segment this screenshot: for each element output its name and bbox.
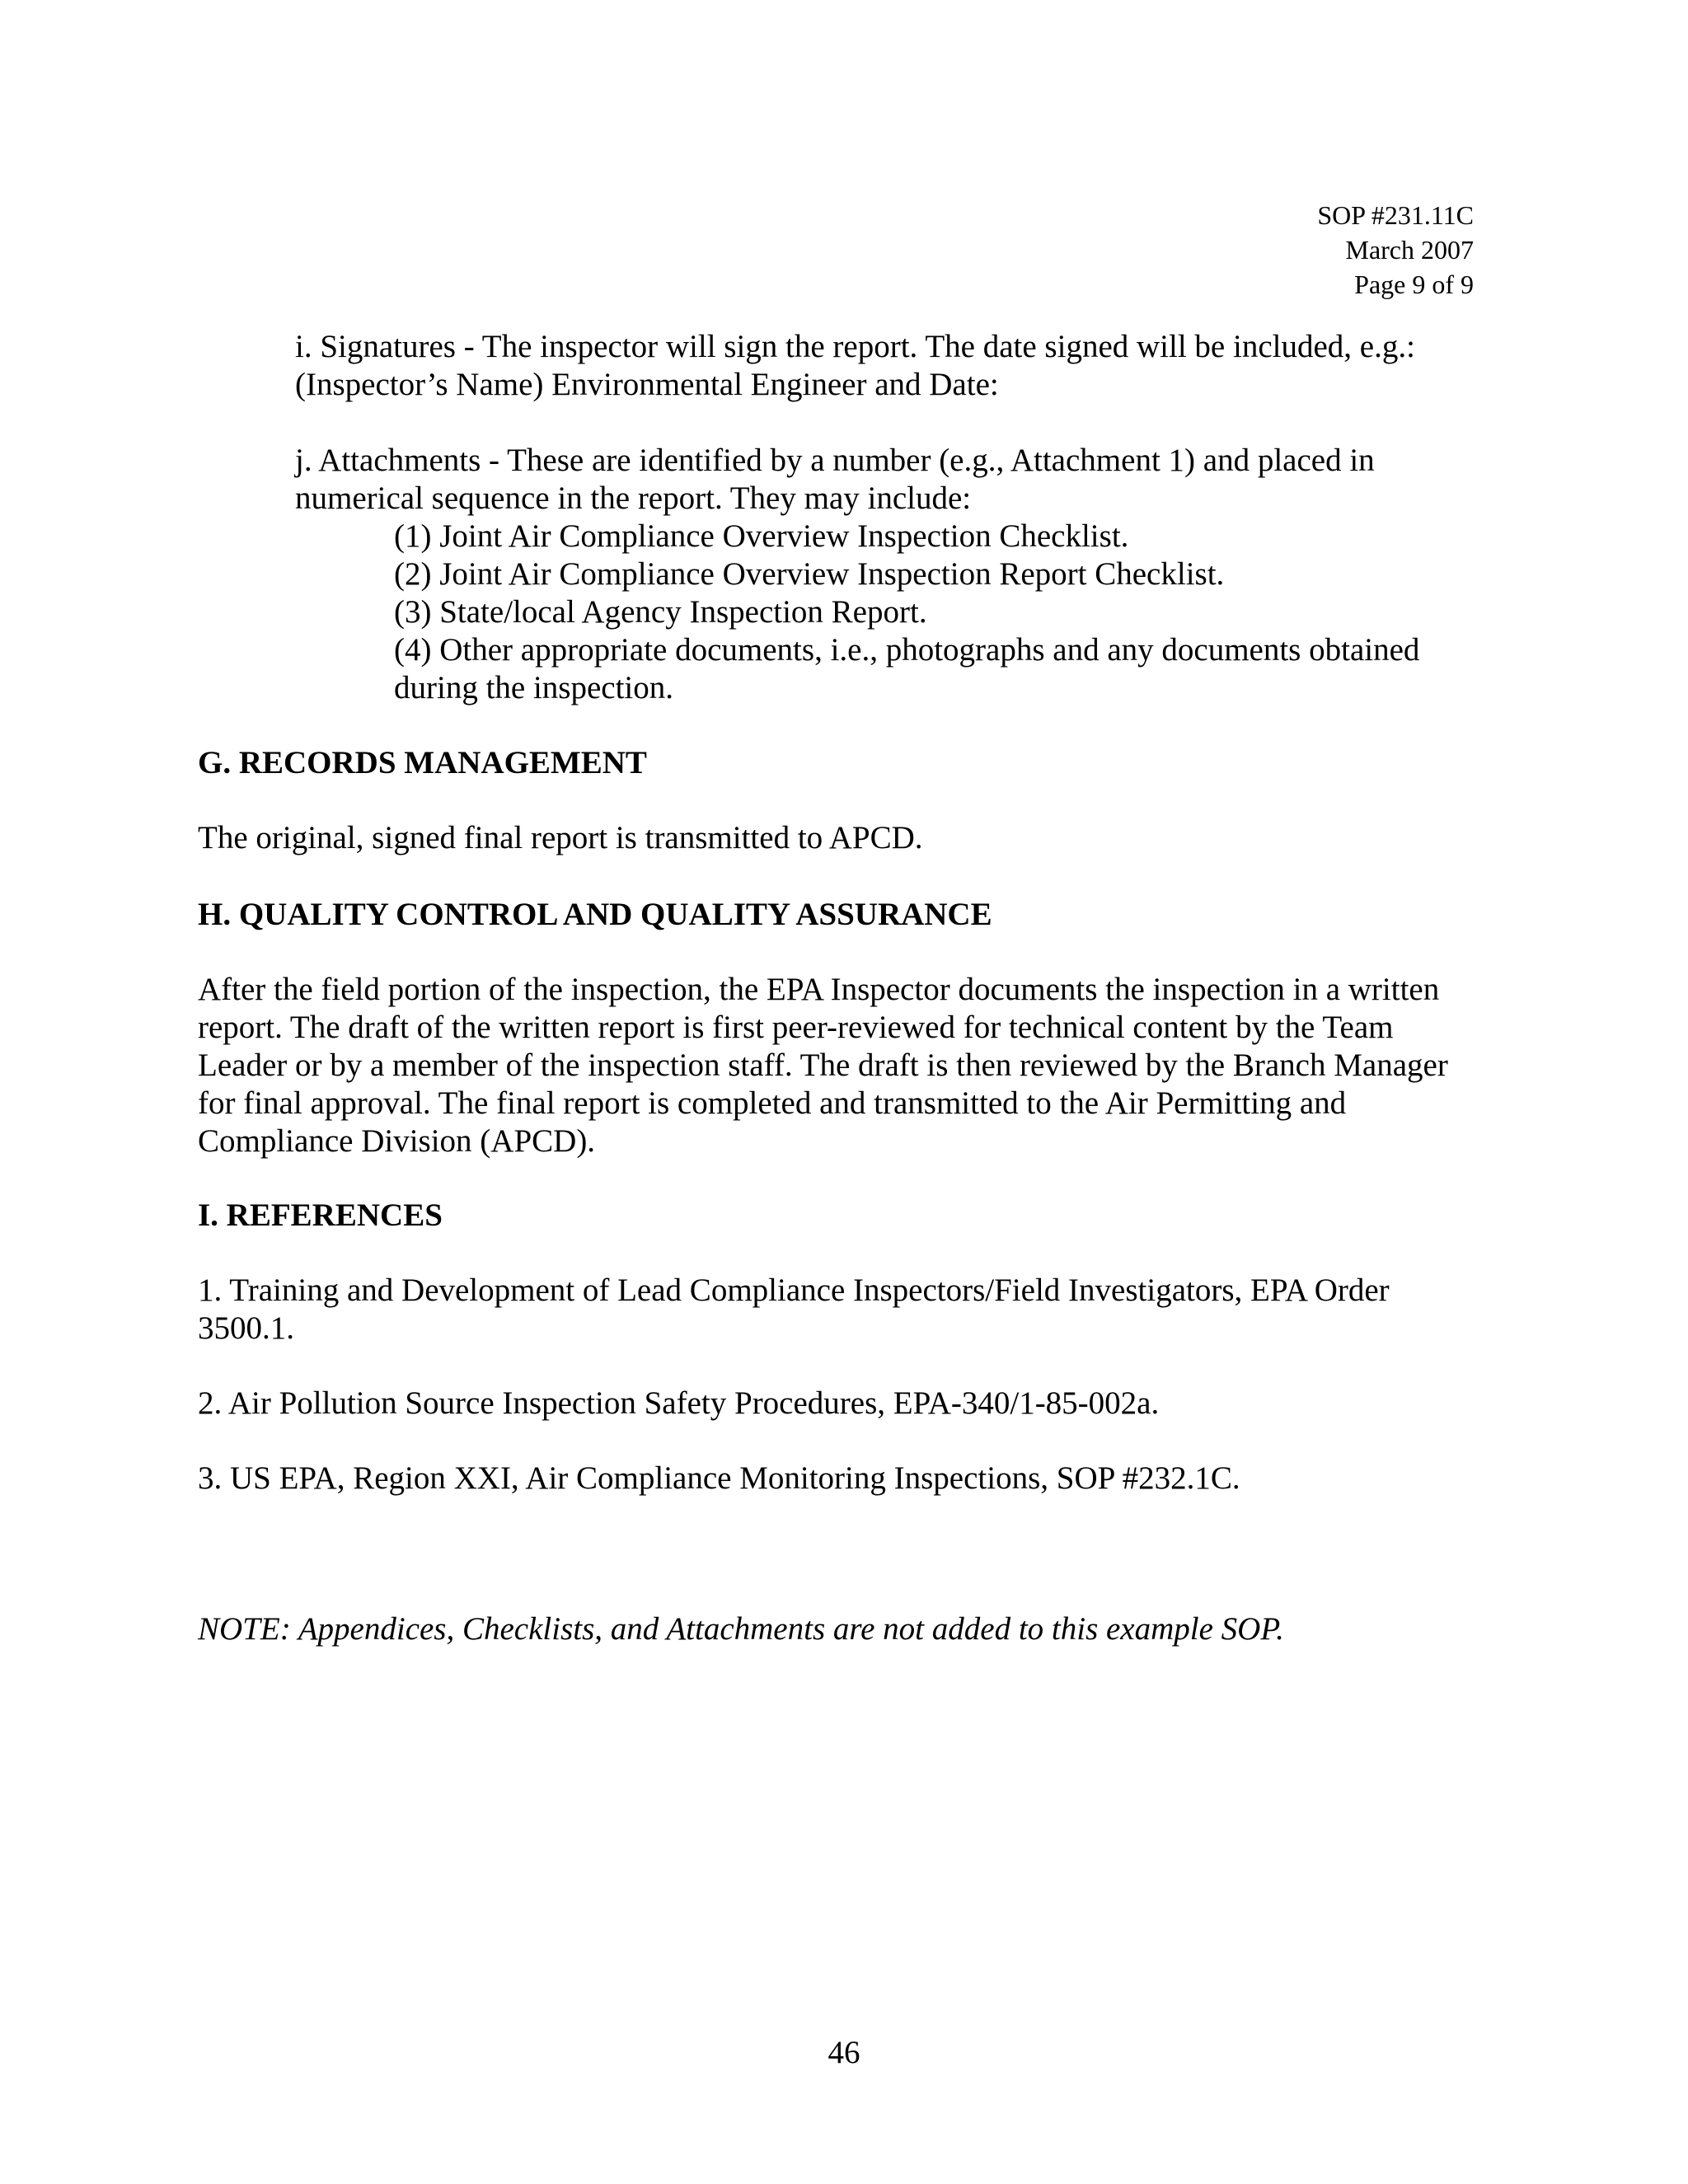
reference-2: 2. Air Pollution Source Inspection Safety Procedures, EPA-340/1-85-002a.: [198, 1385, 1160, 1421]
reference-1: [198, 1272, 1390, 1347]
records-management-heading: G. RECORDS MANAGEMENT: [198, 745, 647, 780]
attachments-line-2: numerical sequence in the report. They may include:: [295, 480, 972, 516]
attachments-line-1: j. Attachments - These are identified by a number (e.g., Attachment 1) and placed in: [295, 443, 1375, 478]
signatures-line-1: i. Signatures - The inspector will sign the report. The date signed will be included, e.g.:: [295, 329, 1415, 364]
reference-3: 3. US EPA, Region XXI, Air Compliance Monitoring Inspections, SOP #232.1C.: [198, 1460, 1240, 1496]
reference-1-line-2: 3500.1.: [198, 1310, 294, 1346]
references-heading: I. REFERENCES: [198, 1197, 443, 1233]
list-item: (2) Joint Air Compliance Overview Inspection Report Checklist.: [394, 556, 1225, 592]
qc-qa-line: After the field portion of the inspection, the EPA Inspector documents the inspection in a written: [198, 972, 1440, 1007]
list-item: (4) Other appropriate documents, i.e., photographs and any documents obtained: [394, 632, 1420, 668]
attachments-paragraph: [295, 442, 1375, 518]
page-header: [1317, 198, 1474, 302]
signatures-line-2: (Inspector’s Name) Environmental Engineer and Date:: [295, 367, 999, 402]
sop-number: SOP #231.11C: [1317, 200, 1474, 230]
list-item-continuation: during the inspection.: [394, 670, 674, 705]
example-note: NOTE: Appendices, Checklists, and Attachments are not added to this example SOP.: [198, 1611, 1284, 1647]
page-number: 46: [828, 2035, 860, 2070]
qc-qa-line: report. The draft of the written report is first peer-reviewed for technical content by the Team: [198, 1010, 1394, 1045]
list-item: (1) Joint Air Compliance Overview Inspection Checklist.: [394, 518, 1129, 554]
reference-1-line-1: 1. Training and Development of Lead Compliance Inspectors/Field Investigators, EPA Order: [198, 1272, 1390, 1308]
list-item: (3) State/local Agency Inspection Report.: [394, 594, 927, 630]
signatures-paragraph: [295, 328, 1415, 404]
header-date: March 2007: [1345, 235, 1474, 265]
attachments-list: [394, 518, 1419, 707]
qc-qa-paragraph: [198, 971, 1448, 1160]
qc-qa-heading: H. QUALITY CONTROL AND QUALITY ASSURANCE: [198, 897, 992, 932]
records-management-body: The original, signed final report is transmitted to APCD.: [198, 820, 923, 855]
qc-qa-line: Compliance Division (APCD).: [198, 1123, 596, 1159]
qc-qa-line: Leader or by a member of the inspection staff. The draft is then reviewed by the Branch Manager: [198, 1047, 1448, 1083]
header-page: Page 9 of 9: [1354, 269, 1474, 299]
qc-qa-line: for final approval. The final report is completed and transmitted to the Air Permitting and: [198, 1085, 1347, 1121]
